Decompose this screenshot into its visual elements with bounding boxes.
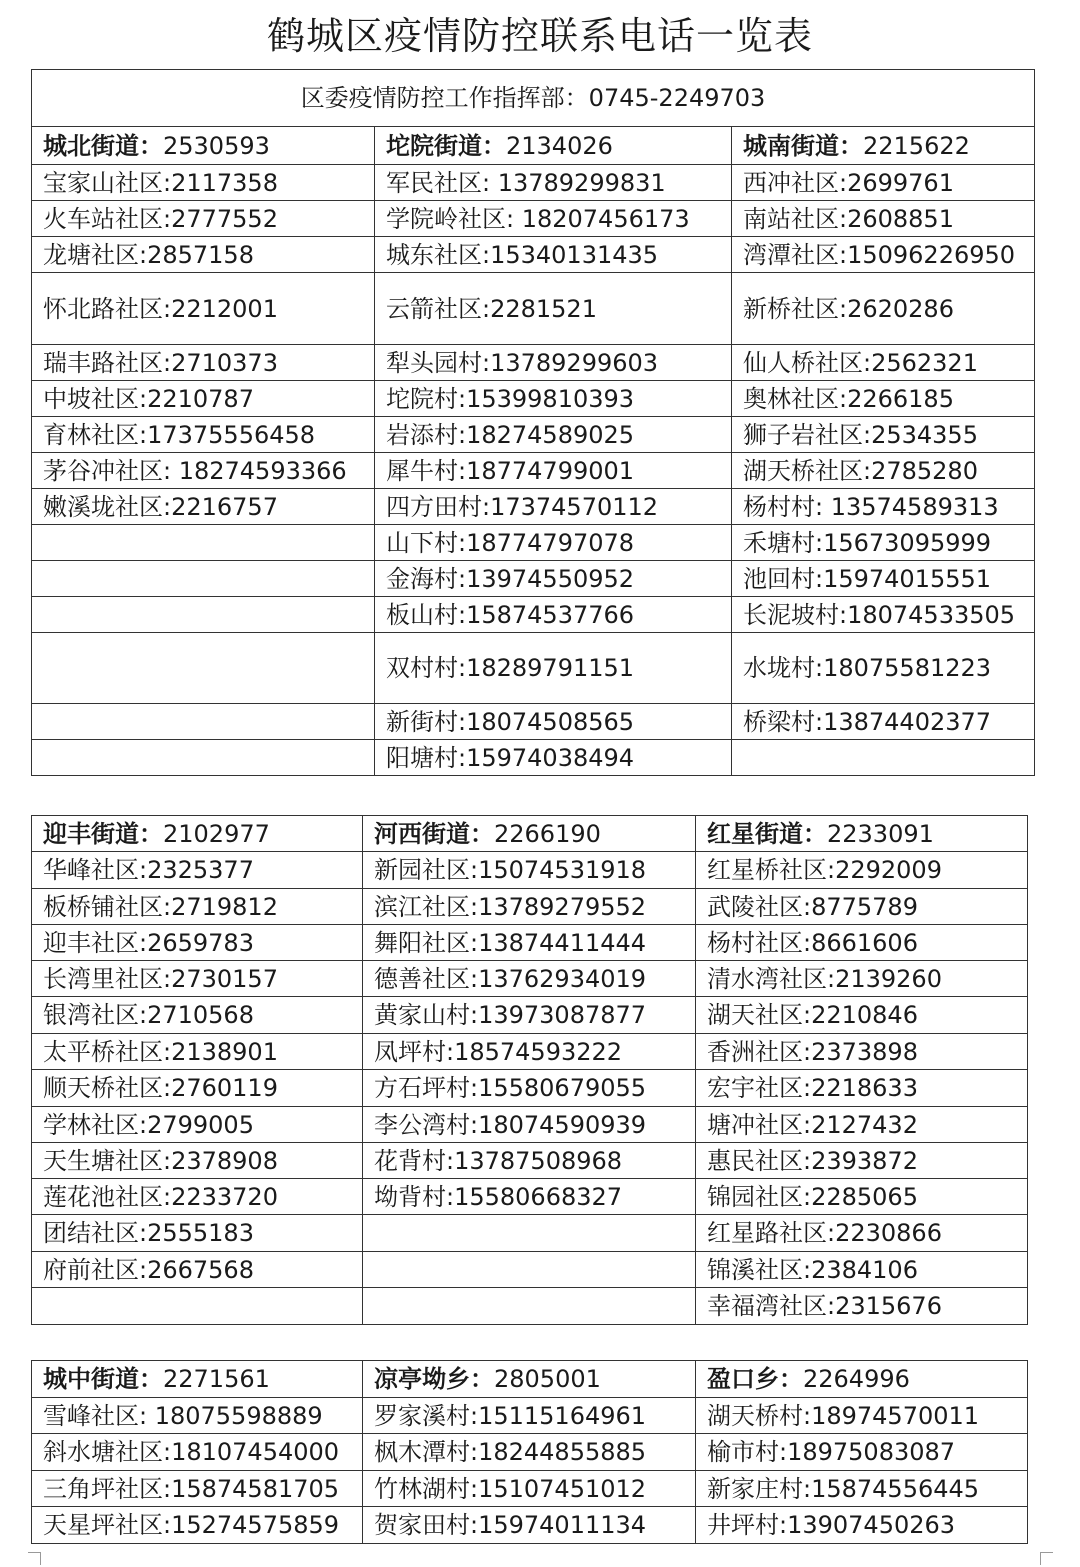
- table-row: [32, 201, 1035, 237]
- contact-cell: 云箭社区:2281521: [375, 273, 732, 345]
- contact-cell: 榆市村:18975083087: [696, 1434, 1028, 1471]
- contact-cell: 坳背村:15580668327: [363, 1179, 696, 1215]
- contact-cell: 天星坪社区:15274575859: [32, 1507, 363, 1544]
- table-row: [32, 1034, 1028, 1070]
- contact-cell: 阳塘村:15974038494: [375, 740, 732, 776]
- contact-cell: [32, 561, 375, 597]
- district-header-cell: [32, 816, 363, 852]
- contact-cell: 新街村:18074508565: [375, 704, 732, 740]
- contact-cell: 宝家山社区:2117358: [32, 165, 375, 201]
- contact-cell: 德善社区:13762934019: [363, 961, 696, 997]
- district-name: 河西街道：: [374, 819, 494, 848]
- contact-cell: [32, 740, 375, 776]
- district-header-cell: [32, 1361, 363, 1398]
- contact-cell: 瑞丰路社区:2710373: [32, 345, 375, 381]
- contact-cell: 犁头园村:13789299603: [375, 345, 732, 381]
- table-row: [32, 273, 1035, 345]
- contact-cell: 双村村:18289791151: [375, 633, 732, 704]
- contacts-table-1: [31, 69, 1035, 776]
- contact-cell: 禾塘村:15673095999: [732, 525, 1035, 561]
- contact-cell: [363, 1215, 696, 1252]
- district-name: 城南街道：: [743, 131, 863, 160]
- table-row: [32, 237, 1035, 273]
- table-row: [32, 1434, 1028, 1471]
- district-phone: 2530593: [163, 131, 270, 160]
- contact-cell: 罗家溪村:15115164961: [363, 1398, 696, 1434]
- contact-cell: 新家庄村:15874556445: [696, 1471, 1028, 1507]
- table-row: [32, 1252, 1028, 1288]
- contact-cell: 嫩溪垅社区:2216757: [32, 489, 375, 525]
- contact-cell: 新桥社区:2620286: [732, 273, 1035, 345]
- district-phone: 2805001: [494, 1365, 601, 1393]
- contacts-table-2: [31, 815, 1028, 1325]
- contact-cell: 杨村村: 13574589313: [732, 489, 1035, 525]
- contact-cell: 香洲社区:2373898: [696, 1034, 1028, 1070]
- contact-cell: [32, 1288, 363, 1325]
- table-row: [32, 961, 1028, 997]
- contact-cell: 狮子岩社区:2534355: [732, 417, 1035, 453]
- contact-cell: 城东社区:15340131435: [375, 237, 732, 273]
- contact-cell: 斜水塘社区:18107454000: [32, 1434, 363, 1471]
- district-header-row: [32, 1361, 1028, 1398]
- contact-cell: 龙塘社区:2857158: [32, 237, 375, 273]
- contact-cell: 山下村:18774797078: [375, 525, 732, 561]
- contact-cell: 火车站社区:2777552: [32, 201, 375, 237]
- contact-cell: 中坡社区:2210787: [32, 381, 375, 417]
- district-phone: 2134026: [506, 131, 613, 160]
- contact-cell: [363, 1288, 696, 1325]
- contact-cell: 花背村:13787508968: [363, 1143, 696, 1179]
- contact-cell: 新园社区:15074531918: [363, 852, 696, 889]
- page-title: 鹤城区疫情防控联系电话一览表: [266, 14, 813, 58]
- headquarters-cell: 区委疫情防控工作指挥部：0745-2249703: [32, 70, 1035, 127]
- contact-cell: 坨院村:15399810393: [375, 381, 732, 417]
- contact-cell: 金海村:13974550952: [375, 561, 732, 597]
- contact-cell: 南站社区:2608851: [732, 201, 1035, 237]
- contact-cell: 池回村:15974015551: [732, 561, 1035, 597]
- table-row: [32, 453, 1035, 489]
- district-phone: 2264996: [803, 1365, 910, 1393]
- district-header-cell: [732, 127, 1035, 165]
- contact-cell: 银湾社区:2710568: [32, 997, 363, 1034]
- contact-cell: 顺天桥社区:2760119: [32, 1070, 363, 1107]
- contact-cell: 锦溪社区:2384106: [696, 1252, 1028, 1288]
- table-row: [32, 489, 1035, 525]
- table-row: [32, 165, 1035, 201]
- district-phone: 2233091: [827, 819, 934, 848]
- table-row: [32, 1471, 1028, 1507]
- contact-cell: 宏宇社区:2218633: [696, 1070, 1028, 1107]
- contact-cell: 方石坪村:15580679055: [363, 1070, 696, 1107]
- table-row: [32, 525, 1035, 561]
- table-row: [32, 1288, 1028, 1325]
- table-row: [32, 633, 1035, 704]
- contact-cell: 军民社区: 13789299831: [375, 165, 732, 201]
- contact-cell: [363, 1252, 696, 1288]
- table-row: [32, 417, 1035, 453]
- district-name: 城北街道：: [43, 131, 163, 160]
- contacts-table-3: [31, 1360, 1028, 1544]
- district-header-cell: [363, 816, 696, 852]
- contact-cell: 清水湾社区:2139260: [696, 961, 1028, 997]
- contact-cell: 舞阳社区:13874411444: [363, 925, 696, 961]
- district-phone: 2215622: [863, 131, 970, 160]
- contact-cell: [32, 633, 375, 704]
- contact-cell: [732, 740, 1035, 776]
- contact-cell: 井坪村:13907450263: [696, 1507, 1028, 1544]
- page-corner-mark-right: [1040, 1552, 1053, 1565]
- contact-cell: [32, 597, 375, 633]
- contact-cell: 天生塘社区:2378908: [32, 1143, 363, 1179]
- table-row: [32, 561, 1035, 597]
- contact-cell: 塘冲社区:2127432: [696, 1107, 1028, 1143]
- district-name: 盈口乡：: [707, 1365, 803, 1393]
- contact-cell: 迎丰社区:2659783: [32, 925, 363, 961]
- contact-cell: 武陵社区:8775789: [696, 889, 1028, 925]
- contact-cell: 水垅村:18075581223: [732, 633, 1035, 704]
- contact-cell: 红星路社区:2230866: [696, 1215, 1028, 1252]
- contact-cell: 滨江社区:13789279552: [363, 889, 696, 925]
- contact-cell: 板山村:15874537766: [375, 597, 732, 633]
- contact-cell: 湖天社区:2210846: [696, 997, 1028, 1034]
- district-phone: 2271561: [163, 1365, 270, 1393]
- contact-cell: 雪峰社区: 18075598889: [32, 1398, 363, 1434]
- district-header-cell: [696, 816, 1028, 852]
- contact-cell: 太平桥社区:2138901: [32, 1034, 363, 1070]
- district-name: 红星街道：: [707, 819, 827, 848]
- contact-cell: 桥梁村:13874402377: [732, 704, 1035, 740]
- table-row: [32, 925, 1028, 961]
- contact-cell: 府前社区:2667568: [32, 1252, 363, 1288]
- contact-cell: 奥林社区:2266185: [732, 381, 1035, 417]
- contact-cell: 西冲社区:2699761: [732, 165, 1035, 201]
- table-row: [32, 1070, 1028, 1107]
- page-corner-mark-left: [28, 1552, 41, 1565]
- table-row: [32, 381, 1035, 417]
- contact-cell: 岩添村:18274589025: [375, 417, 732, 453]
- table-row: [32, 345, 1035, 381]
- contact-cell: 枫木潭村:18244855885: [363, 1434, 696, 1471]
- contact-cell: 莲花池社区:2233720: [32, 1179, 363, 1215]
- contact-cell: 幸福湾社区:2315676: [696, 1288, 1028, 1325]
- district-phone: 2266190: [494, 819, 601, 848]
- district-name: 凉亭坳乡：: [374, 1365, 494, 1393]
- contact-cell: 锦园社区:2285065: [696, 1179, 1028, 1215]
- table-row: [32, 997, 1028, 1034]
- district-name: 城中街道：: [43, 1365, 163, 1393]
- contact-cell: 湾潭社区:15096226950: [732, 237, 1035, 273]
- contact-cell: 怀北路社区:2212001: [32, 273, 375, 345]
- contact-cell: 仙人桥社区:2562321: [732, 345, 1035, 381]
- table-row: [32, 1398, 1028, 1434]
- contact-cell: 李公湾村:18074590939: [363, 1107, 696, 1143]
- contact-cell: 犀牛村:18774799001: [375, 453, 732, 489]
- table-row: [32, 852, 1028, 889]
- table-row: [32, 1215, 1028, 1252]
- contact-cell: 四方田村:17374570112: [375, 489, 732, 525]
- district-name: 迎丰街道：: [43, 819, 163, 848]
- contact-cell: [32, 525, 375, 561]
- contact-cell: 惠民社区:2393872: [696, 1143, 1028, 1179]
- contact-cell: 茅谷冲社区: 18274593366: [32, 453, 375, 489]
- contact-cell: 杨村社区:8661606: [696, 925, 1028, 961]
- contact-cell: 学林社区:2799005: [32, 1107, 363, 1143]
- district-header-row: [32, 816, 1028, 852]
- contact-cell: 学院岭社区: 18207456173: [375, 201, 732, 237]
- table-row: [32, 1179, 1028, 1215]
- table-row: [32, 1143, 1028, 1179]
- contact-cell: 长湾里社区:2730157: [32, 961, 363, 997]
- contact-cell: 湖天桥村:18974570011: [696, 1398, 1028, 1434]
- contact-cell: 育林社区:17375556458: [32, 417, 375, 453]
- table-row: [32, 1107, 1028, 1143]
- contact-cell: 三角坪社区:15874581705: [32, 1471, 363, 1507]
- contact-cell: 长泥坡村:18074533505: [732, 597, 1035, 633]
- table-row: [32, 889, 1028, 925]
- contact-cell: 板桥铺社区:2719812: [32, 889, 363, 925]
- contact-cell: 团结社区:2555183: [32, 1215, 363, 1252]
- contact-cell: 贺家田村:15974011134: [363, 1507, 696, 1544]
- contact-cell: 湖天桥社区:2785280: [732, 453, 1035, 489]
- contact-cell: 红星桥社区:2292009: [696, 852, 1028, 889]
- table-row: [32, 1507, 1028, 1544]
- contact-cell: 黄家山村:13973087877: [363, 997, 696, 1034]
- contact-cell: 凤坪村:18574593222: [363, 1034, 696, 1070]
- district-header-cell: [696, 1361, 1028, 1398]
- district-name: 坨院街道：: [386, 131, 506, 160]
- table-row: [32, 704, 1035, 740]
- district-header-cell: [375, 127, 732, 165]
- table-row: [32, 740, 1035, 776]
- contact-cell: 华峰社区:2325377: [32, 852, 363, 889]
- contact-cell: [32, 704, 375, 740]
- district-header-row: [32, 127, 1035, 165]
- district-header-cell: [32, 127, 375, 165]
- district-phone: 2102977: [163, 819, 270, 848]
- district-header-cell: [363, 1361, 696, 1398]
- table-row: [32, 597, 1035, 633]
- contact-cell: 竹林湖村:15107451012: [363, 1471, 696, 1507]
